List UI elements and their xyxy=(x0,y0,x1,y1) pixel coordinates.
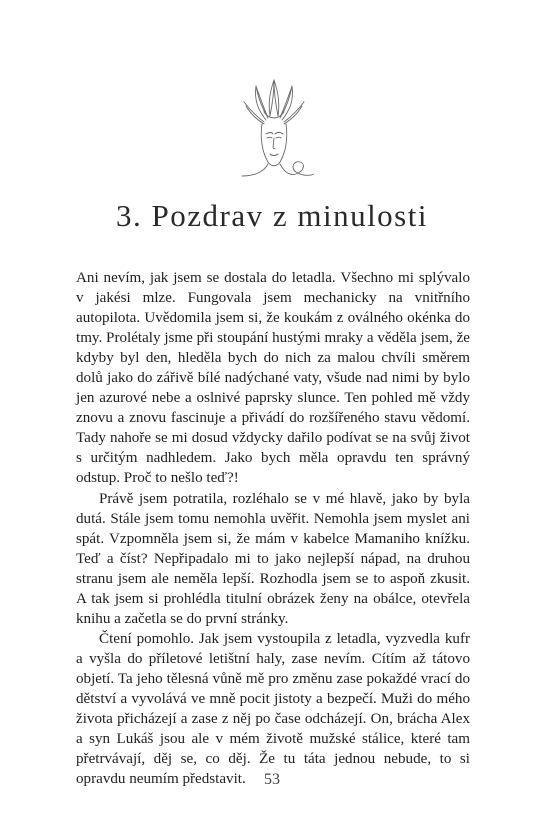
chapter-title: 3. Pozdrav z minulosti xyxy=(116,198,428,233)
paragraph-3: Čtení pomohlo. Jak jsem vystoupila z letadla, vyzvedla kufr a vyšla do příletové letištní haly, zase nevím. Cítím až tátovo objetí. Ta jeho tělesná vůně mě pro změnu zase pokaždé vrací do dětství a vyvolává ve mně pocit jistoty a bezpečí. Muži do mého života přicházejí a zase z něj po čase odcházejí. On, brácha Alex a syn Lukáš jsou ale v mém životě mužské stálice, které tam přetrvávají, děj se, co děj. Že tu táta jednou nebude, to si opravdu neumím představit. xyxy=(76,630,470,788)
paragraph-1: Ani nevím, jak jsem se dostala do letadla. Všechno mi splývalo v jakési mlze. Fungovala jsem mechanicky na vnitřního autopilota. Uvědomila jsem si, že koukám z oválného okénka do tmy. Prolétaly jsme při stoupání hustými mraky a věděla jsem, že kdyby byl den, hleděla bych do nich za malou chvíli směrem dolů jako do zářivě bílé nadýchané vaty, všude nad nimi by bylo jen azurové nebe a oslnivé paprsky slunce. Ten pohled mě vždy znovu a znovu fascinuje a přivádí do rozšířeného stavu vědomí. Tady nahoře se mi dosud vždycky dařilo podívat se na svůj život s určitým nadhledem. Jako bych měla opravdu ten správný odstup. Proč to nešlo teď?! xyxy=(76,270,470,487)
woman-face-ornament-icon xyxy=(234,72,314,194)
paragraph-2: Právě jsem potratila, rozléhalo se v mé hlavě, jako by byla dutá. Stále jsem tomu nemohla uvěřit. Nemohla jsem myslet ani spát. Vzpomněla jsem si, že mám v kabelce Mamaniho knížku. Teď a číst? Nepřipadalo mi to jako nejlepší nápad, na druhou stranu jsem ale neměla lepší. Rozhodla jsem se to aspoň zkusit. A tak jsem si prohlédla titulní obrázek ženy na obálce, otevřela knihu a začetla se do první stránky. xyxy=(76,490,470,627)
page-number: 53 xyxy=(264,771,280,788)
chapter-body xyxy=(76,268,470,789)
